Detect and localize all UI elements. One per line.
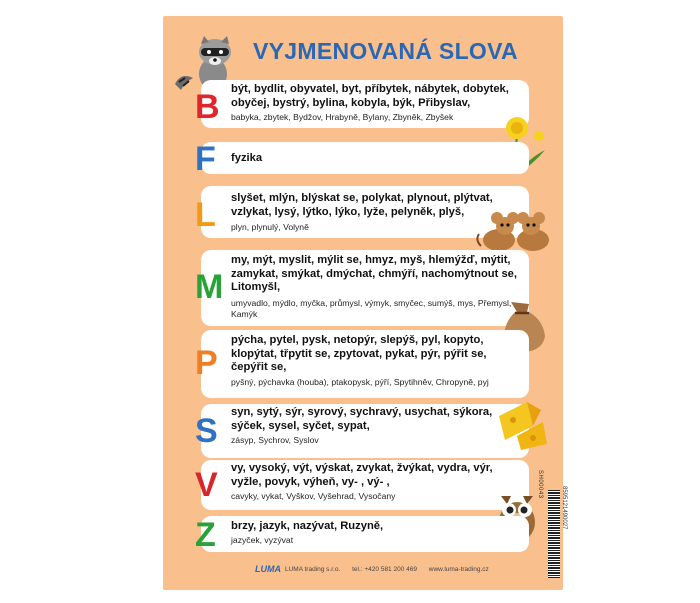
row-v — [195, 460, 529, 510]
letter-l: L — [195, 196, 216, 234]
row-l-sub: plyn, plynulý, Volyně — [231, 222, 309, 232]
row-s — [195, 404, 529, 458]
row-b-main: být, bydlit, obyvatel, byt, příbytek, nábytek, dobytek, obyčej, bystrý, bylina, kobyla, býk, Přibyslav, — [231, 83, 509, 109]
row-f — [195, 140, 529, 178]
row-z-sub: jazyček, vyzývat — [231, 535, 294, 545]
barcode-number: 8595121490027 — [561, 486, 567, 530]
row-s-main: syn, sytý, sýr, syrový, sychravý, usychat, sýkora, sýček, sysel, syčet, sypat, — [231, 406, 493, 432]
poster — [163, 16, 567, 590]
letter-p: P — [195, 344, 218, 382]
barcode — [548, 490, 560, 578]
row-m-main: my, mýt, myslit, mýlit se, hmyz, myš, hlemýžď, mýtit, zamykat, smýkat, dmýchat, chmýří, nachomýtnout se, Litomyšl, — [231, 254, 518, 293]
mice-icon — [475, 210, 559, 254]
row-f-main: fyzika — [231, 152, 263, 164]
footer-phone: tel.: +420 581 200 469 — [352, 566, 417, 573]
product-code: SH00043 — [537, 470, 543, 499]
letter-m: M — [195, 268, 224, 306]
row-m-sub: umyvadlo, mýdlo, myčka, průmysl, výmyk, smyčec, sumýš, mys, Přemysl, Kamýk — [231, 298, 512, 319]
footer-company: LUMA trading s.r.o. — [285, 566, 341, 573]
row-m — [195, 250, 529, 326]
letter-v: V — [195, 466, 218, 504]
row-v-main: vy, vysoký, výt, výskat, zvykat, žvýkat, vydra, výr, vyžle, povyk, výheň, vy- , vý- , — [231, 462, 493, 488]
footer-web: www.luma-trading.cz — [428, 566, 489, 573]
row-p-main: pýcha, pytel, pysk, netopýr, slepýš, pyl, kopyto, klopýtat, třpytit se, zpytovat, pykat, pýr, pýřit se, čepýřit se, — [231, 334, 487, 373]
row-b — [195, 80, 529, 128]
row-z-main: brzy, jazyk, nazývat, Ruzyně, — [231, 520, 384, 532]
row-p-sub: pyšný, pýchavka (houba), ptakopysk, pýří, Spytihněv, Chropyně, pyj — [231, 377, 489, 387]
page-title: VYJMENOVANÁ SLOVA — [253, 38, 518, 64]
row-v-sub: cavyky, vykat, Vyškov, Vyšehrad, Vysočany — [231, 491, 396, 501]
footer — [285, 566, 499, 573]
row-b-sub: babyka, zbytek, Bydžov, Hrabyně, Bylany, Zbyněk, Zbyšek — [231, 112, 454, 122]
letter-f: F — [195, 140, 216, 178]
luma-logo: LUMA — [255, 564, 281, 574]
letter-s: S — [195, 412, 218, 450]
row-p — [195, 330, 529, 398]
row-l-main: slyšet, mlýn, blýskat se, polykat, plynout, plýtvat, vzlykat, lysý, lýtko, lýko, lyže, pelyněk, plyš, — [231, 192, 493, 218]
letter-z: Z — [195, 516, 216, 554]
cheese-icon — [493, 396, 553, 452]
row-z — [195, 516, 529, 554]
row-s-sub: zásyp, Sychrov, Syslov — [231, 435, 319, 445]
letter-b: B — [195, 88, 220, 126]
